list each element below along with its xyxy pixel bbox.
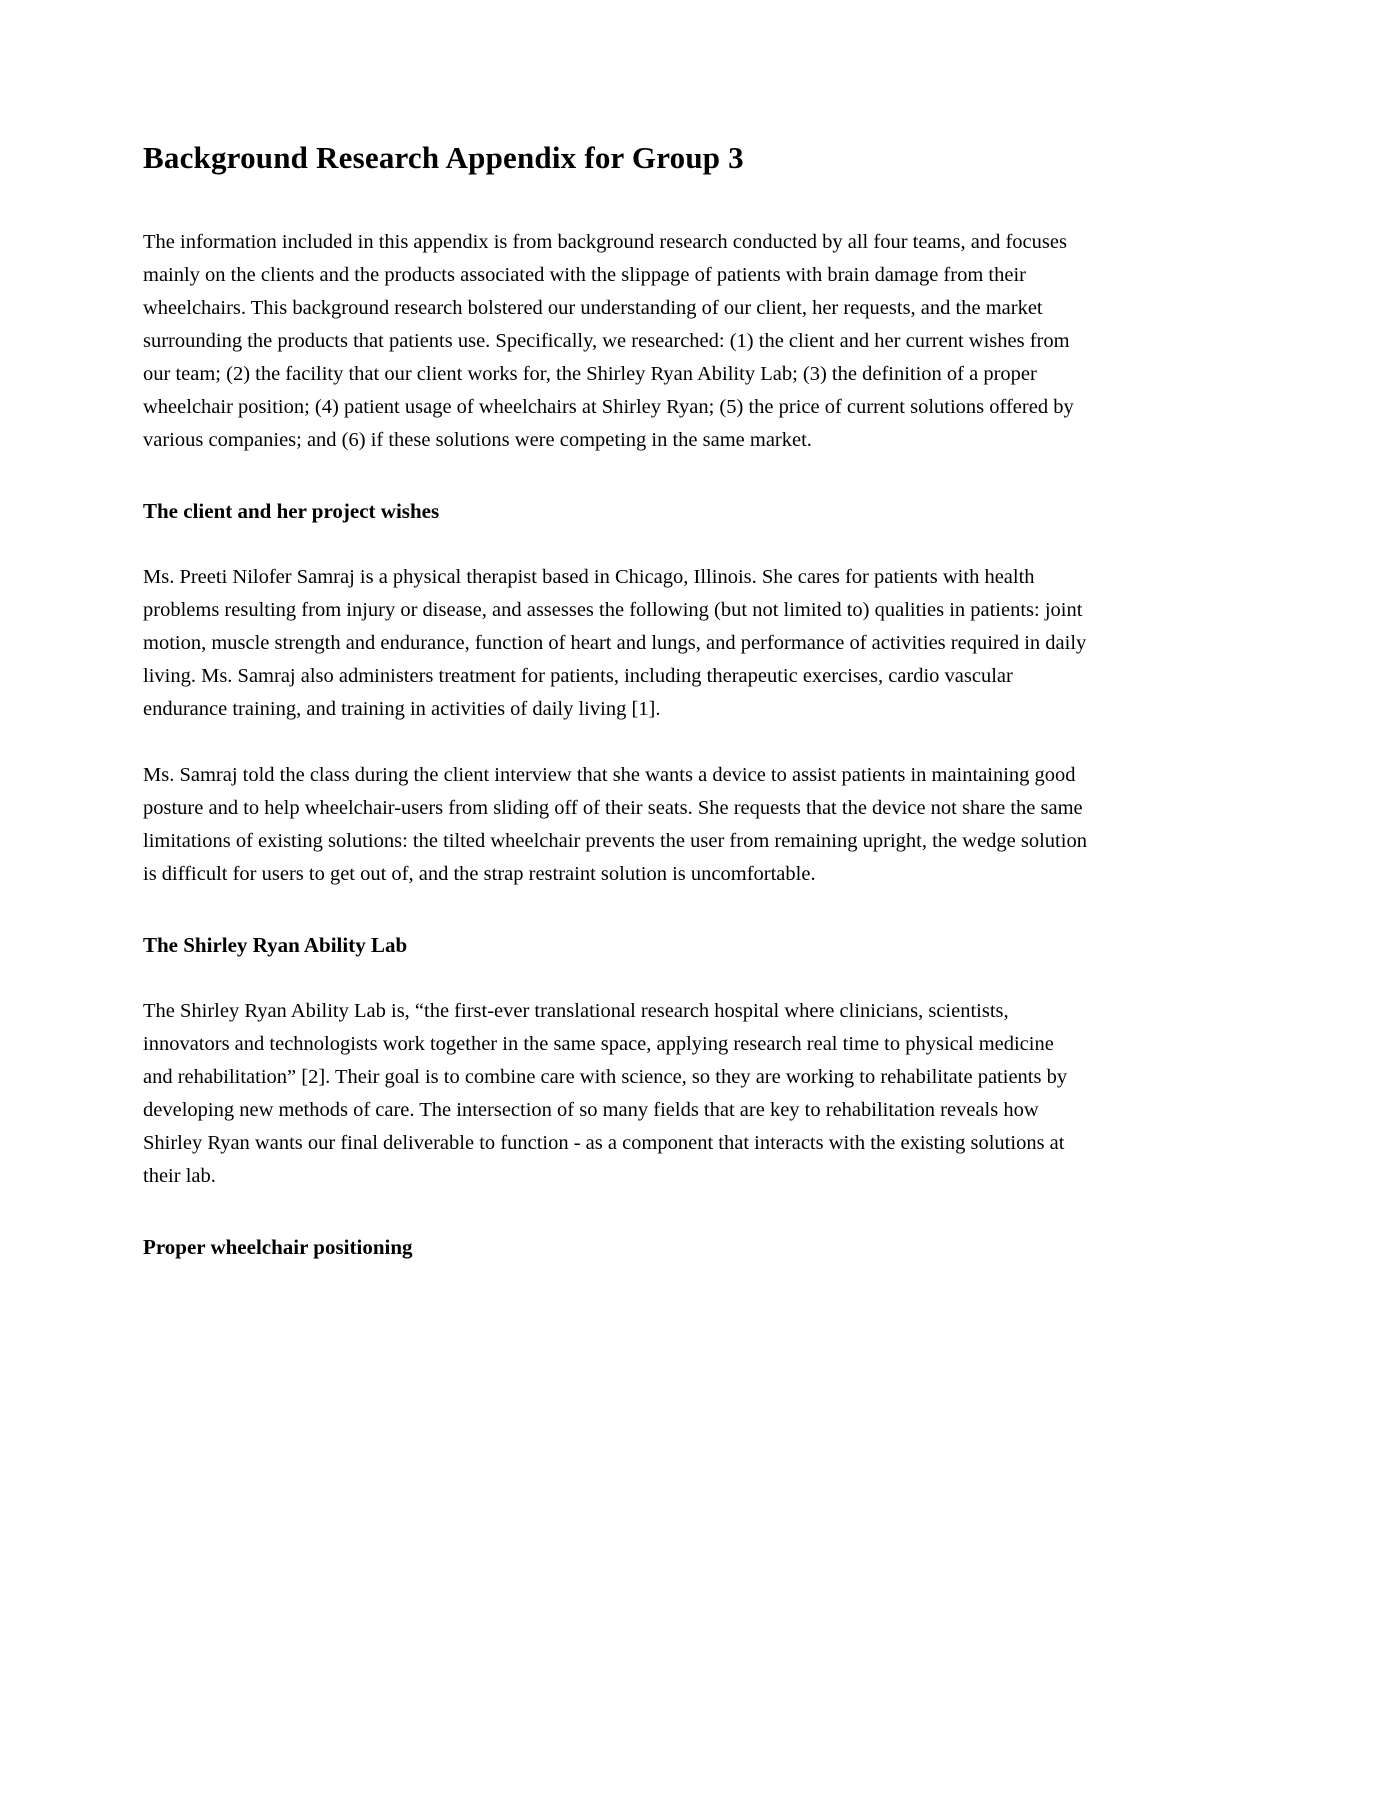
document-content [143, 138, 1088, 1297]
paragraph-client-description: Ms. Preeti Nilofer Samraj is a physical therapist based in Chicago, Illinois. She cares for patients with health problems resulting from injury or disease, and assesses the following (but not limited to) qualities in patients: joint motion, muscle strength and endurance, function of heart and lungs, and performance of activities required in daily living. Ms. Samraj also administers treatment for patients, including therapeutic exercises, cardio vascular endurance training, and training in activities of daily living [1]. [143, 566, 1087, 720]
document-title: Background Research Appendix for Group 3 [143, 140, 744, 175]
section-heading-wheelchair-positioning: Proper wheelchair positioning [143, 1235, 413, 1259]
paragraph-client-interview: Ms. Samraj told the class during the client interview that she wants a device to assist patients in maintaining good posture and to help wheelchair-users from sliding off of their seats. She requests that the device not share the same limitations of existing solutions: the tilted wheelchair prevents the user from remaining upright, the wedge solution is difficult for users to get out of, and the strap restraint solution is uncomfortable. [143, 764, 1087, 885]
paragraph-ability-lab: The Shirley Ryan Ability Lab is, “the first-ever translational research hospital where clinicians, scientists, innovators and technologists work together in the same space, applying research real time to physical medicine and rehabilitation” [2]. Their goal is to combine care with science, so they are working to rehabilitate patients by developing new methods of care. The intersection of so many fields that are key to rehabilitation reveals how Shirley Ryan wants our final deliverable to function - as a component that interacts with the existing solutions at their lab. [143, 1000, 1068, 1187]
section-heading-ability-lab: The Shirley Ryan Ability Lab [143, 933, 408, 957]
section-heading-client-wishes: The client and her project wishes [143, 499, 440, 523]
intro-paragraph: The information included in this appendix is from background research conducted by all four teams, and focuses mainly on the clients and the products associated with the slippage of patients with brain damage from their wheelchairs. This background research bolstered our understanding of our client, her requests, and the market surrounding the products that patients use. Specifically, we researched: (1) the client and her current wishes from our team; (2) the facility that our client works for, the Shirley Ryan Ability Lab; (3) the definition of a proper wheelchair position; (4) patient usage of wheelchairs at Shirley Ryan; (5) the price of current solutions offered by various companies; and (6) if these solutions were competing in the same market. [143, 231, 1074, 451]
